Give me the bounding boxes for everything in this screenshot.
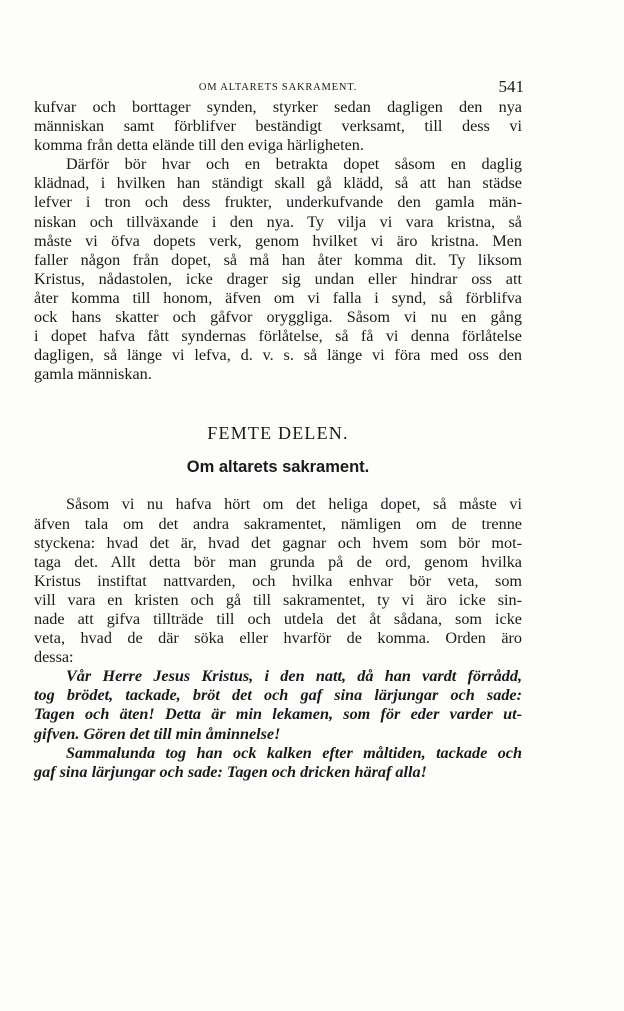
text-line: Såsom vi nu hafva hört om det heliga dopet, så måste vi	[66, 495, 522, 514]
text-line: vill vara en kristen och gå till sakramentet, ty vi äro icke sin-	[34, 590, 522, 609]
page-number: 541	[498, 77, 524, 96]
text-line: komma från detta elände till den eviga härligheten.	[34, 136, 364, 155]
text-line: kufvar och borttager synden, styrker sedan dagligen den nya	[34, 98, 522, 116]
text-line: veta, hvad de där söka eller hvarför de komma. Orden äro	[34, 629, 522, 648]
text-line: Vår Herre Jesus Kristus, i den natt, då han vardt förrådd,	[66, 667, 522, 686]
text-line: Kristus instiftat nattvarden, och hvilka enhvar bör veta, som	[34, 571, 522, 590]
text-line: människan samt förblifver beständigt verksamt, till dess vi	[34, 117, 522, 136]
text-line: Tagen och äten! Detta är min lekamen, som för eder varder ut-	[34, 705, 522, 724]
text-line: taga det. Allt detta bör man grunda på de ord, genom hvilka	[34, 552, 522, 571]
paragraph-baptism	[34, 155, 522, 384]
text-line: Därför bör hvar och en betrakta dopet såsom en daglig	[66, 155, 522, 174]
text-line: gamla människan.	[34, 365, 152, 384]
text-line: lefver i tron och dess frukter, underkufvande den gamla män-	[34, 193, 522, 212]
quote-institution-bread	[34, 667, 522, 743]
text-line: nade att gifva tillträde till och utdela det åt sådana, som icke	[34, 609, 522, 628]
text-line: dagligen, så länge vi lefva, d. v. s. så länge vi föra med oss den	[34, 346, 522, 365]
text-line: Kristus, nådastolen, icke drager sig undan eller hindrar oss att	[34, 269, 522, 288]
text-line: ock hans skatter och gåfvor oryggliga. Såsom vi nu en gång	[34, 308, 522, 327]
paragraph-sacrament-intro	[34, 495, 522, 667]
section-title: Om altarets sakrament.	[186, 458, 370, 477]
running-head: OM ALTARETS SAKRAMENT.	[198, 82, 358, 93]
text-line: dessa:	[34, 648, 74, 667]
text-line: Sammalunda tog han ock kalken efter måltiden, tackade och	[66, 743, 522, 762]
text-line: klädnad, i hvilken han ständigt skall gå klädd, så att han städse	[34, 174, 522, 193]
text-line: i dopet hafva fått syndernas förlåtelse, så få vi denna förlåtelse	[34, 327, 522, 346]
book-page	[34, 72, 522, 782]
page-header	[34, 72, 522, 98]
text-line: styckena: hvad det är, hvad det gagnar och hvem som bör mot-	[34, 533, 522, 552]
text-line: åter komma till honom, äfven om vi falla i synd, så förblifva	[34, 288, 522, 307]
text-line: niskan och tillväxande i den nya. Ty vilja vi vara kristna, så	[34, 212, 522, 231]
text-line: äfven tala om det andra sakramentet, nämligen om de trenne	[34, 514, 522, 533]
part-title: FEMTE DELEN.	[207, 423, 349, 444]
paragraph-continuation	[34, 98, 522, 155]
quote-institution-cup	[34, 744, 522, 782]
text-line: faller någon från dopet, så må han åter komma dit. Ty liksom	[34, 250, 522, 269]
text-line: gifven. Gören det till min åminnelse!	[34, 724, 281, 743]
text-line: gaf sina lärjungar och sade: Tagen och dricken häraf alla!	[34, 762, 427, 781]
text-line: måste vi öfva dopets verk, genom hvilket vi äro kristna. Men	[34, 231, 522, 250]
text-line: tog brödet, tackade, bröt det och gaf sina lärjungar och sade:	[34, 686, 522, 705]
